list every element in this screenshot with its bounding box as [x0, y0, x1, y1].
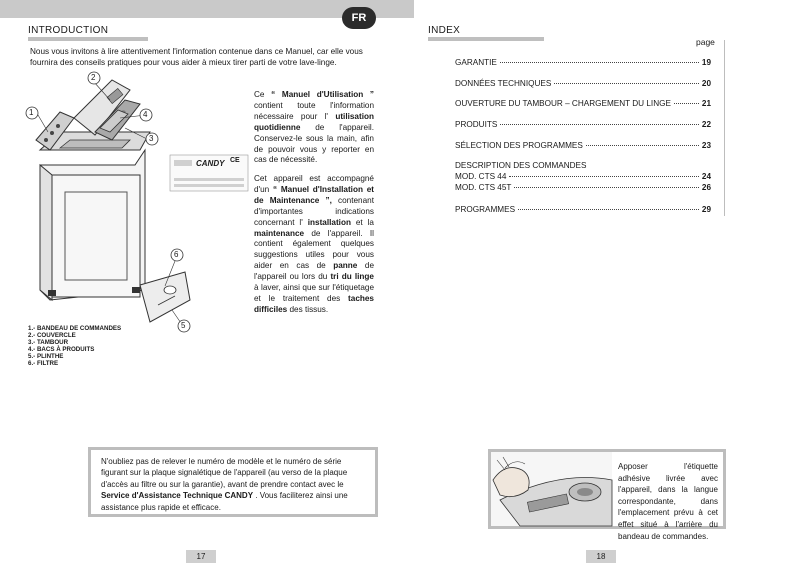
desc-text: Ce [254, 90, 272, 99]
index-label: PRODUITS [455, 120, 498, 129]
rating-plate-ce-mark: CE [230, 157, 240, 164]
desc-text: à laver, ainsi que sur l'étiquetage et le traitement des [254, 283, 374, 303]
legend-item: 3.- TAMBOUR [28, 338, 69, 346]
page-number-right: 18 [586, 550, 616, 563]
callout-number: 3 [149, 134, 154, 143]
page-title-index: INDEX [428, 25, 461, 36]
index-label: MOD. CTS 45T [455, 183, 512, 192]
index-page: 24 [701, 172, 711, 181]
legend-item: 1.- BANDEAU DE COMMANDES [28, 325, 122, 332]
index-page: 29 [701, 205, 711, 214]
desc-text: des tissus. [287, 304, 329, 314]
legend-item: 5.- PLINTHE [28, 352, 64, 360]
desc-bold: “ Manuel d'Utilisation ” [271, 90, 374, 99]
callout-number: 6 [174, 250, 179, 259]
desc-text: contenant d'importantes indications concernant l' [254, 195, 374, 227]
desc-bold: panne [333, 261, 358, 271]
note-bold: Service d'Assistance Technique CANDY [101, 491, 254, 501]
page-number-left: 17 [186, 550, 216, 563]
index-page: 22 [701, 120, 711, 129]
desc-bold: utilisation quotidienne [254, 111, 374, 132]
index-page: 26 [701, 183, 711, 192]
rating-plate-brand: CANDY [196, 159, 225, 168]
index-label: MOD. CTS 44 [455, 172, 507, 181]
label-note-text: Apposer l'étiquette adhésive livrée avec l'appareil, dans la langue correspondante, dans l'emplacement prévu à cet effet situé à l'arrière du bandeau de commandes. [618, 462, 718, 541]
page-column-label: page [696, 37, 715, 47]
index-page: 21 [701, 99, 711, 108]
legend-item: 4.- BACS À PRODUITS [28, 345, 95, 353]
desc-bold: tri du linge [330, 272, 374, 282]
callout-number: 4 [143, 110, 148, 119]
desc-text: et la [350, 217, 374, 227]
index-label: OUVERTURE DU TAMBOUR – CHARGEMENT DU LINGE [455, 99, 671, 108]
callout-number: 2 [91, 73, 96, 82]
desc-text: de l'appareil ou lors du [254, 261, 375, 282]
index-label: GARANTIE [455, 58, 497, 67]
index-page: 20 [701, 79, 711, 88]
description-heading: DESCRIPTION DES COMMANDES [455, 161, 587, 170]
desc-bold: maintenance [254, 228, 305, 238]
legend-item: 6.- FILTRE [28, 359, 59, 367]
index-label: SÉLECTION DES PROGRAMMES [455, 141, 583, 150]
index-label: DONNÉES TECHNIQUES [455, 79, 552, 88]
index-page: 19 [701, 58, 711, 67]
legend-item: 2.- COUVERCLE [28, 331, 76, 339]
page-title-introduction: INTRODUCTION [28, 25, 109, 36]
callout-number: 5 [181, 321, 186, 330]
language-badge: FR [342, 7, 376, 29]
index-label: PROGRAMMES [455, 205, 516, 214]
desc-text: de l'appareil. Conservez-le sous la main, afin de pouvoir vous y reporter en cas de nécessité. [254, 122, 374, 165]
desc-bold: installation [307, 217, 351, 227]
index-page: 23 [701, 141, 711, 150]
desc-text: de l'appareil. Il contient également quelques suggestions utiles pour vous aider en cas de [254, 228, 374, 271]
desc-text: Cet appareil est accompagné d'un [254, 174, 374, 194]
desc-bold: taches difficiles [254, 293, 374, 314]
intro-paragraph: Nous vous invitons à lire attentivement l'information contenue dans ce Manuel, car elle vous fournira des conseils pratiques pour vous aider à mieux tirer parti de votre lave-linge. [30, 47, 363, 67]
note-text: N'oubliez pas de relever le numéro de modèle et le numéro de série figurant sur la plaque signalétique de l'appareil (au verso de la plaque d'accès au filtre ou sur la garantie), avant de prendre contact avec le [101, 457, 348, 489]
callout-number: 1 [29, 108, 34, 117]
note-text: . Vous faciliterez ainsi une assistance plus rapide et efficace. [101, 491, 348, 512]
desc-bold: “ Manuel d'Installation et de Maintenance ”, [254, 184, 374, 205]
desc-text: contient toute l'information nécessaire pour l' [254, 100, 374, 121]
